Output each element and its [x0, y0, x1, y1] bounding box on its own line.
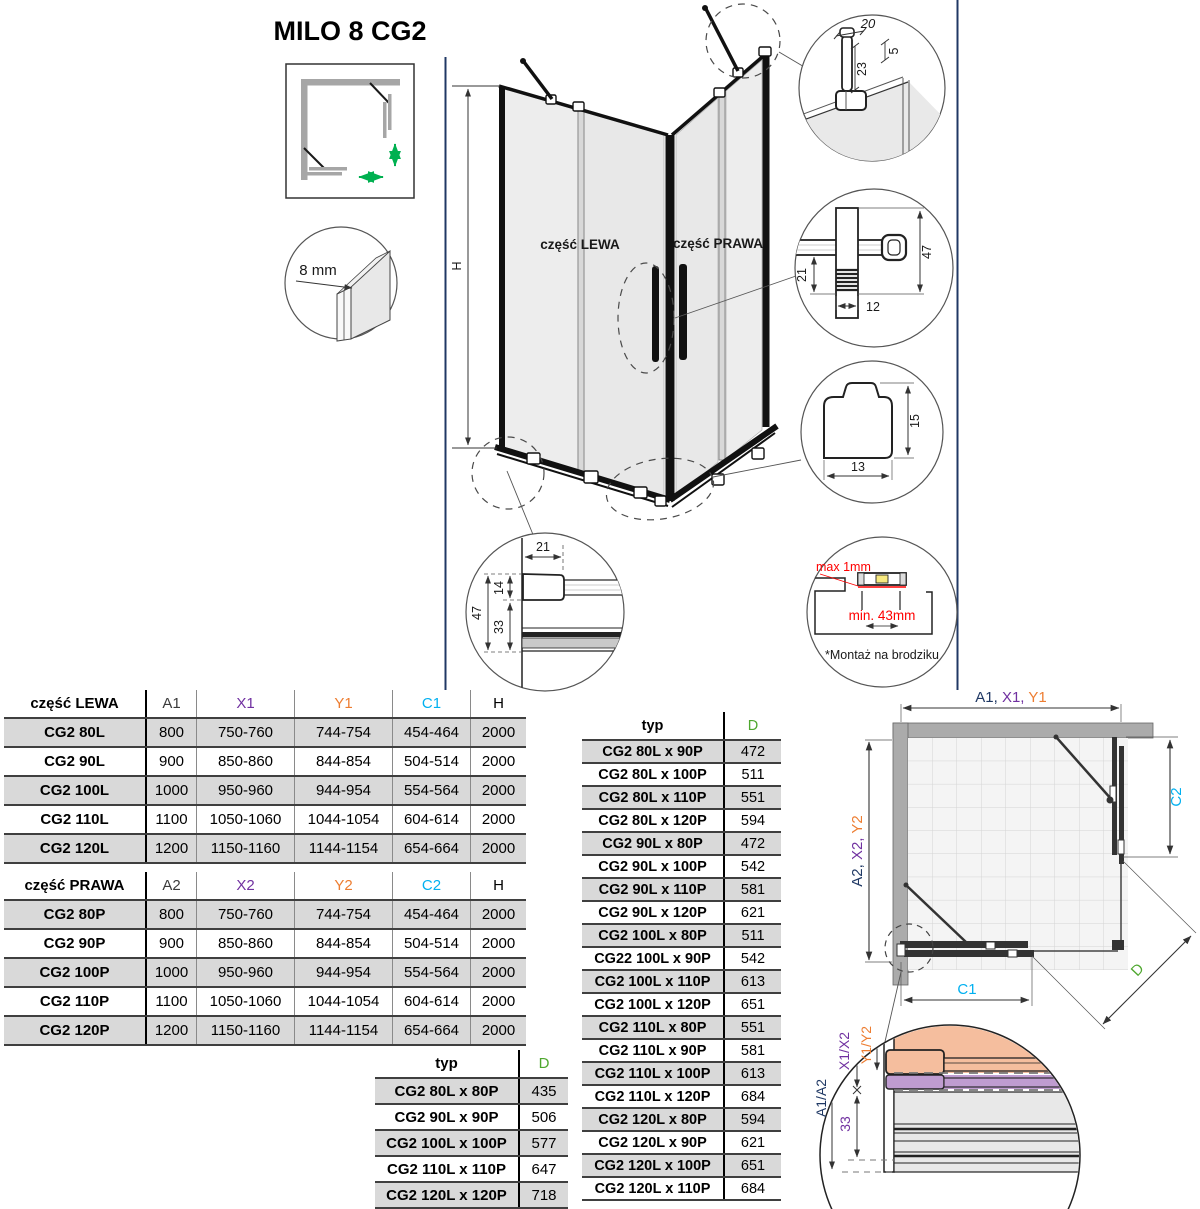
cell: 613: [724, 970, 781, 993]
cell: 1144-1154: [295, 834, 393, 863]
glide-width-dim: 13: [851, 460, 865, 474]
row-label: CG2 120L: [4, 834, 146, 863]
row-label: CG2 110L x 100P: [582, 1062, 724, 1085]
column-header: C1: [393, 690, 471, 718]
cell: 1050-1060: [197, 805, 295, 834]
row-label: CG2 90L x 100P: [582, 855, 724, 878]
plan-c2-dim: C2: [1168, 787, 1185, 807]
column-header: część LEWA: [4, 690, 146, 718]
cell: 511: [724, 763, 781, 786]
corner-x-label: X1/X2: [836, 1031, 852, 1071]
corner-y-label: Y1/Y2: [858, 1025, 874, 1065]
row-label: CG2 80L x 90P: [582, 740, 724, 763]
column-header: X1: [197, 690, 295, 718]
cell: 654-664: [393, 834, 471, 863]
handle-height-dim: 47: [920, 245, 934, 259]
bracket-clamp: [836, 91, 866, 110]
cell: 2000: [471, 900, 527, 929]
column-header: typ: [375, 1050, 519, 1078]
table-row: [375, 1182, 568, 1208]
glide-height-dim: 15: [908, 414, 922, 428]
table-row: [582, 924, 781, 947]
door-handle-left: [652, 266, 659, 362]
handle-width-dim: 12: [866, 300, 880, 314]
row-label: CG2 100L x 100P: [375, 1130, 519, 1156]
cell: 1000: [146, 958, 197, 987]
row-label: CG2 120P: [4, 1016, 146, 1045]
cell: 621: [724, 1131, 781, 1154]
cell: 472: [724, 740, 781, 763]
table-row: [375, 1130, 568, 1156]
column-header: C2: [393, 872, 471, 900]
cell: 647: [519, 1156, 568, 1182]
bracket-rod: [842, 36, 852, 91]
handle-inset-dim: 21: [795, 268, 809, 282]
table-row: [4, 929, 526, 958]
cell: 454-464: [393, 718, 471, 747]
right-part-label: część PRAWA: [672, 236, 764, 251]
cell: 2000: [471, 805, 527, 834]
cell: 1050-1060: [197, 987, 295, 1016]
cell: 850-860: [197, 747, 295, 776]
table-row: [582, 1154, 781, 1177]
cell: 454-464: [393, 900, 471, 929]
cell: 551: [724, 1016, 781, 1039]
cell: 504-514: [393, 747, 471, 776]
cell: 2000: [471, 987, 527, 1016]
left-part-label: część LEWA: [540, 237, 620, 252]
row-label: CG2 110L: [4, 805, 146, 834]
cell: 2000: [471, 1016, 527, 1045]
cell: 1044-1054: [295, 805, 393, 834]
table-czesc-prawa: [4, 872, 526, 1046]
tile-grid: [908, 738, 1128, 970]
cell: 850-860: [197, 929, 295, 958]
row-label: CG2 120L x 100P: [582, 1154, 724, 1177]
header-row: [4, 690, 526, 718]
table-row: [4, 834, 526, 863]
cell: 900: [146, 929, 197, 958]
cell: 844-854: [295, 929, 393, 958]
table-row: [4, 747, 526, 776]
cell: 542: [724, 947, 781, 970]
row-label: CG2 120L x 120P: [375, 1182, 519, 1208]
row-label: CG2 90L x 110P: [582, 878, 724, 901]
row-label: CG2 120L x 90P: [582, 1131, 724, 1154]
detail-handle: [793, 189, 953, 347]
column-header: D: [519, 1050, 568, 1078]
bracket-depth-dim: 23: [855, 62, 869, 76]
table-row: [582, 1108, 781, 1131]
glass-thickness-detail: [285, 227, 397, 341]
table-row: [582, 1131, 781, 1154]
cell: 554-564: [393, 958, 471, 987]
table-row: [582, 855, 781, 878]
table-row: [582, 947, 781, 970]
row-label: CG22 100L x 90P: [582, 947, 724, 970]
roller-wheel-dim: 14: [492, 581, 506, 595]
row-label: CG2 110L x 120P: [582, 1085, 724, 1108]
cell: 613: [724, 1062, 781, 1085]
cell: 744-754: [295, 718, 393, 747]
cell: 651: [724, 993, 781, 1016]
row-label: CG2 80L: [4, 718, 146, 747]
detail-glide: [801, 361, 943, 503]
tray-min-label: min. 43mm: [848, 608, 916, 623]
row-label: CG2 110L x 90P: [582, 1039, 724, 1062]
roller-top-dim: 21: [536, 540, 550, 554]
column-header: Y1: [295, 690, 393, 718]
cell: 2000: [471, 747, 527, 776]
table-row: [582, 901, 781, 924]
cell: 1200: [146, 1016, 197, 1045]
bracket-gap-dim: 5: [887, 47, 901, 55]
page-title: MILO 8 CG2: [273, 16, 427, 46]
cell: 684: [724, 1085, 781, 1108]
cell: 1100: [146, 987, 197, 1016]
cell: 800: [146, 718, 197, 747]
row-label: CG2 80L x 80P: [375, 1078, 519, 1104]
plan-top-dim: A1, X1, Y1: [975, 689, 1047, 706]
cell: 944-954: [295, 958, 393, 987]
table-typ-symmetric: [375, 1050, 568, 1209]
cell: 1150-1160: [197, 834, 295, 863]
cell: 800: [146, 900, 197, 929]
cell: 2000: [471, 718, 527, 747]
detail-bottom-roller: [466, 533, 625, 692]
cell: 1044-1054: [295, 987, 393, 1016]
cell: 718: [519, 1182, 568, 1208]
level-vial: [876, 575, 888, 583]
cell: 750-760: [197, 900, 295, 929]
cell: 551: [724, 786, 781, 809]
detail-tray-mounting: [806, 537, 957, 687]
row-label: CG2 100P: [4, 958, 146, 987]
row-label: CG2 120L x 110P: [582, 1177, 724, 1200]
bracket-width-dim: 20: [860, 16, 876, 31]
column-header: część PRAWA: [4, 872, 146, 900]
header-row: [375, 1050, 568, 1078]
table-row: [4, 958, 526, 987]
tray-note: *Montaż na brodziku: [825, 648, 939, 662]
column-header: X2: [197, 872, 295, 900]
cell: 581: [724, 1039, 781, 1062]
plan-view: [849, 689, 1196, 1046]
cell: 504-514: [393, 929, 471, 958]
table-row: [582, 993, 781, 1016]
row-label: CG2 110L x 80P: [582, 1016, 724, 1039]
support-rod-right: [706, 9, 738, 71]
mini-plan-view: [286, 64, 414, 198]
plan-left-dim: A2, X2, Y2: [849, 815, 866, 887]
table-row: [582, 763, 781, 786]
roller-total-dim: 47: [470, 606, 484, 620]
table-row: [375, 1156, 568, 1182]
column-header: D: [724, 712, 781, 740]
cell: 844-854: [295, 747, 393, 776]
roller-rail-dim: 33: [492, 620, 506, 634]
row-label: CG2 80L x 100P: [582, 763, 724, 786]
row-label: CG2 120L x 80P: [582, 1108, 724, 1131]
left-fixed-pane: [504, 89, 578, 471]
header-row: [582, 712, 781, 740]
table-row: [582, 878, 781, 901]
table-czesc-lewa: [4, 690, 526, 864]
bottom-rail-section: [894, 1092, 1082, 1172]
cell: 2000: [471, 958, 527, 987]
table-row: [4, 900, 526, 929]
cell: 2000: [471, 929, 527, 958]
table-row: [4, 718, 526, 747]
table-row: [582, 970, 781, 993]
row-label: CG2 110L x 110P: [375, 1156, 519, 1182]
cell: 1100: [146, 805, 197, 834]
table-row: [582, 1039, 781, 1062]
cell: 604-614: [393, 805, 471, 834]
cell: 2000: [471, 834, 527, 863]
row-label: CG2 100L x 110P: [582, 970, 724, 993]
row-label: CG2 80L x 120P: [582, 809, 724, 832]
column-header: typ: [582, 712, 724, 740]
column-header: Y2: [295, 872, 393, 900]
row-label: CG2 100L x 120P: [582, 993, 724, 1016]
wall-top: [893, 723, 1153, 738]
cell: 1000: [146, 776, 197, 805]
cell: 594: [724, 1108, 781, 1131]
roller-block: [523, 574, 564, 600]
cell: 2000: [471, 776, 527, 805]
cell: 542: [724, 855, 781, 878]
cell: 511: [724, 924, 781, 947]
cell: 1200: [146, 834, 197, 863]
corner-detail: [813, 1025, 1084, 1209]
cell: 1150-1160: [197, 1016, 295, 1045]
table-row: [582, 786, 781, 809]
table-typ-combinations: [582, 712, 781, 1201]
cell: 744-754: [295, 900, 393, 929]
cell: 1144-1154: [295, 1016, 393, 1045]
cell: 900: [146, 747, 197, 776]
detail-top-bracket: [798, 15, 946, 165]
corner-a-label: A1/A2: [813, 1078, 829, 1118]
cell: 651: [724, 1154, 781, 1177]
plan-d-dim: D: [1127, 960, 1148, 980]
column-header: H: [471, 690, 527, 718]
cell: 684: [724, 1177, 781, 1200]
table-row: [582, 740, 781, 763]
cell: 472: [724, 832, 781, 855]
column-header: H: [471, 872, 527, 900]
cell: 950-960: [197, 958, 295, 987]
plan-c1-dim: C1: [957, 981, 977, 998]
cell: 944-954: [295, 776, 393, 805]
table-row: [375, 1078, 568, 1104]
cell: 604-614: [393, 987, 471, 1016]
cell: 581: [724, 878, 781, 901]
main-enclosure-drawing: [450, 4, 806, 537]
header-row: [4, 872, 526, 900]
row-label: CG2 80P: [4, 900, 146, 929]
row-label: CG2 110P: [4, 987, 146, 1016]
table-row: [582, 1177, 781, 1200]
handle-post: [836, 208, 858, 318]
table-row: [4, 1016, 526, 1045]
table-row: [375, 1104, 568, 1130]
row-label: CG2 80L x 110P: [582, 786, 724, 809]
table-row: [582, 1085, 781, 1108]
table-row: [582, 1016, 781, 1039]
cell: 577: [519, 1130, 568, 1156]
table-row: [582, 832, 781, 855]
corner-33-label: 33: [837, 1116, 853, 1132]
cell: 950-960: [197, 776, 295, 805]
tray-max-label: max 1mm: [816, 560, 871, 574]
cell: 654-664: [393, 1016, 471, 1045]
row-label: CG2 90L: [4, 747, 146, 776]
glass-thickness-label: 8 mm: [299, 262, 337, 279]
cell: 750-760: [197, 718, 295, 747]
table-row: [4, 987, 526, 1016]
cell: 554-564: [393, 776, 471, 805]
column-header: A2: [146, 872, 197, 900]
row-label: CG2 90L x 120P: [582, 901, 724, 924]
cell: 594: [724, 809, 781, 832]
column-header: A1: [146, 690, 197, 718]
table-row: [582, 809, 781, 832]
table-row: [4, 776, 526, 805]
cell: 435: [519, 1078, 568, 1104]
row-label: CG2 100L x 80P: [582, 924, 724, 947]
row-label: CG2 100L: [4, 776, 146, 805]
height-dim-label: H: [450, 261, 464, 271]
right-fixed-pane: [726, 60, 762, 459]
cell: 506: [519, 1104, 568, 1130]
door-handle-right: [679, 264, 687, 360]
table-row: [582, 1062, 781, 1085]
row-label: CG2 90P: [4, 929, 146, 958]
row-label: CG2 90L x 80P: [582, 832, 724, 855]
cell: 621: [724, 901, 781, 924]
table-row: [4, 805, 526, 834]
row-label: CG2 90L x 90P: [375, 1104, 519, 1130]
